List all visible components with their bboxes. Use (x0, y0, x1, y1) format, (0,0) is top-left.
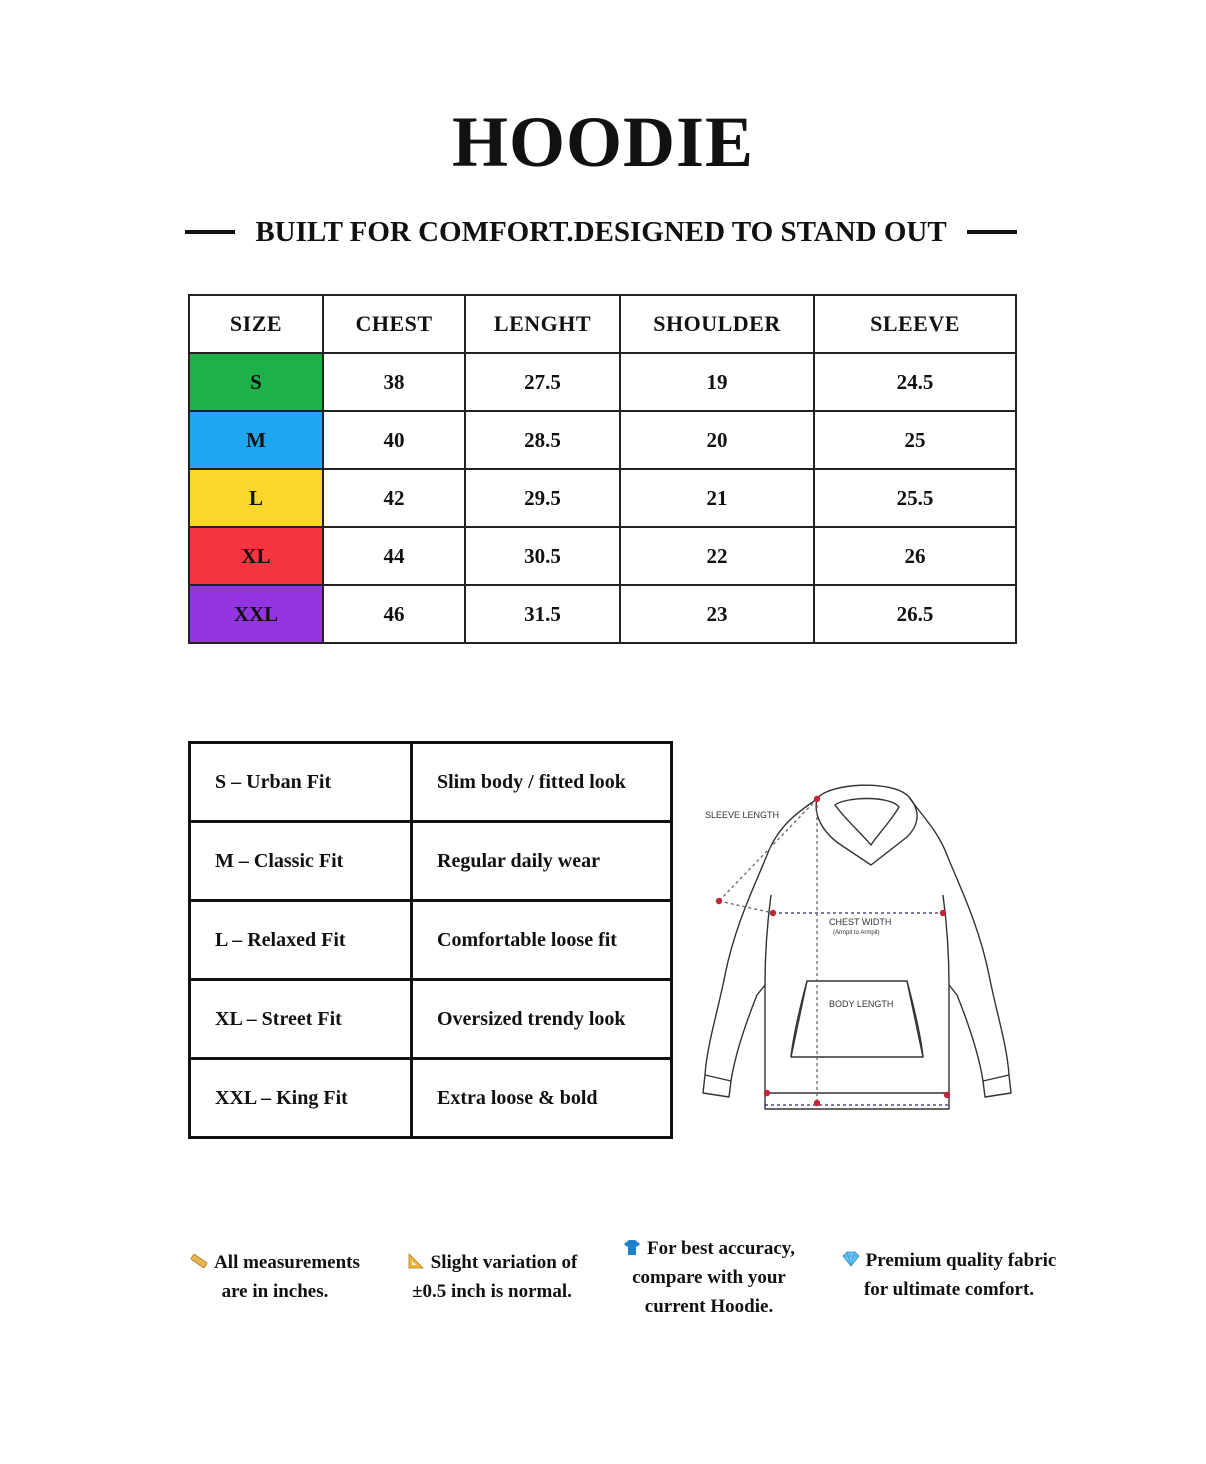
sleeve-cell: 24.5 (814, 353, 1016, 411)
shoulder-cell: 23 (620, 585, 814, 643)
fit-name: M – Classic Fit (190, 822, 412, 901)
size-cell: XL (189, 527, 323, 585)
subtitle-rule-left (185, 230, 235, 234)
size-cell: XXL (189, 585, 323, 643)
sleeve-cell: 26.5 (814, 585, 1016, 643)
length-cell: 27.5 (465, 353, 620, 411)
measurement-points (716, 796, 950, 1106)
chest-cell: 44 (323, 527, 465, 585)
sleeve-cell: 25 (814, 411, 1016, 469)
fit-name: XL – Street Fit (190, 980, 412, 1059)
length-cell: 31.5 (465, 585, 620, 643)
hoodie-measurement-diagram (695, 775, 1015, 1115)
sleeve-cell: 25.5 (814, 469, 1016, 527)
kangaroo-pocket (791, 981, 923, 1057)
chest-width-label: CHEST WIDTH (829, 917, 892, 927)
chest-width-sublabel: (Armpit to Armpit) (833, 930, 880, 936)
marker-dot (716, 898, 722, 904)
fit-guide-table (188, 741, 673, 1139)
shoulder-cell: 19 (620, 353, 814, 411)
size-row-m (189, 411, 1016, 469)
size-row-xl (189, 527, 1016, 585)
body-length-label: BODY LENGTH (829, 999, 894, 1009)
waistband (765, 1093, 949, 1109)
marker-dot (944, 1092, 950, 1098)
length-cell: 29.5 (465, 469, 620, 527)
measurement-lines (719, 799, 949, 1105)
fit-description: Oversized trendy look (412, 980, 672, 1059)
chest-cell: 42 (323, 469, 465, 527)
sleeve-cell: 26 (814, 527, 1016, 585)
header-shoulder: SHOULDER (620, 295, 814, 353)
ruler-icon (190, 1250, 208, 1268)
hood-inner (835, 799, 899, 846)
fit-description: Extra loose & bold (412, 1059, 672, 1138)
header-sleeve: SLEEVE (814, 295, 1016, 353)
chest-cell: 38 (323, 353, 465, 411)
shoulder-cell: 20 (620, 411, 814, 469)
size-cell: M (189, 411, 323, 469)
subtitle-row (185, 212, 1017, 252)
size-cell: S (189, 353, 323, 411)
body-outline (705, 797, 1009, 1093)
shoulder-cell: 22 (620, 527, 814, 585)
fit-description: Slim body / fitted look (412, 743, 672, 822)
size-row-l (189, 469, 1016, 527)
fit-row (190, 980, 672, 1059)
diamond-icon (842, 1248, 860, 1266)
fit-row (190, 901, 672, 980)
marker-dot (940, 910, 946, 916)
sleeve-length-label: SLEEVE LENGTH (705, 810, 780, 820)
fit-description: Regular daily wear (412, 822, 672, 901)
marker-dot (770, 910, 776, 916)
fit-name: XXL – King Fit (190, 1059, 412, 1138)
size-cell: L (189, 469, 323, 527)
note-variation: Slight variation of ±0.5 inch is normal. (392, 1248, 592, 1306)
fit-name: L – Relaxed Fit (190, 901, 412, 980)
notes-section (160, 1230, 1080, 1330)
shoulder-cell: 21 (620, 469, 814, 527)
fit-description: Comfortable loose fit (412, 901, 672, 980)
marker-dot (814, 796, 820, 802)
fit-name: S – Urban Fit (190, 743, 412, 822)
chest-cell: 46 (323, 585, 465, 643)
note-accuracy: For best accuracy, compare with your current Hoodie. (606, 1234, 812, 1321)
size-row-xxl (189, 585, 1016, 643)
length-cell: 30.5 (465, 527, 620, 585)
page-title: HOODIE (451, 102, 755, 182)
header-chest: CHEST (323, 295, 465, 353)
header-size: SIZE (189, 295, 323, 353)
subtitle-rule-right (967, 230, 1017, 234)
set-square-icon (407, 1250, 425, 1268)
header-length: LENGHT (465, 295, 620, 353)
length-cell: 28.5 (465, 411, 620, 469)
size-table-header (189, 295, 1016, 353)
note-measurements: All measurements are in inches. (160, 1248, 390, 1306)
hood-outline (816, 785, 917, 865)
fit-row (190, 822, 672, 901)
size-row-s (189, 353, 1016, 411)
fit-row (190, 743, 672, 822)
note-quality: Premium quality fabric for ultimate comfort. (824, 1246, 1074, 1304)
marker-dot (814, 1100, 820, 1106)
page-subtitle: BUILT FOR COMFORT.DESIGNED TO STAND OUT (255, 215, 947, 248)
tshirt-icon (623, 1236, 641, 1254)
chest-cell: 40 (323, 411, 465, 469)
fit-row (190, 1059, 672, 1138)
marker-dot (764, 1090, 770, 1096)
size-chart-table (188, 294, 1017, 644)
